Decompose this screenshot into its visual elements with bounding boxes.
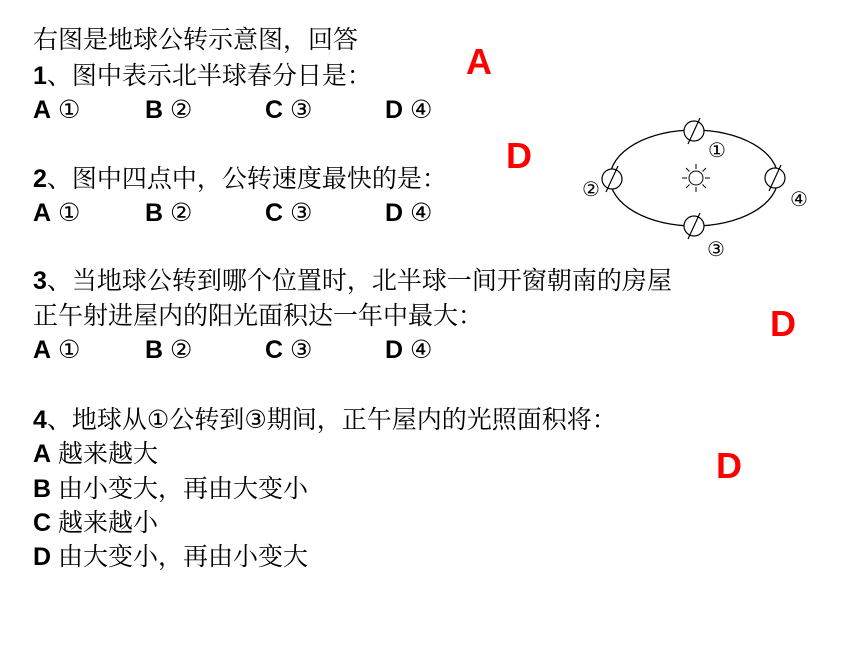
option-b[interactable]: B ② (145, 96, 193, 124)
question-2-text: 、图中四点中，公转速度最快的是： (46, 165, 447, 193)
position-label-2: ② (582, 177, 600, 201)
question-1-number: 1 (33, 62, 47, 90)
position-label-1: ① (708, 138, 726, 162)
choice-b[interactable]: B 由小变大，再由大变小 (33, 475, 309, 503)
choice-d[interactable]: D 由大变小，再由小变大 (33, 543, 309, 571)
earth-icon (602, 166, 622, 192)
option-b[interactable]: B ② (145, 336, 193, 364)
question-3-line-1 (33, 266, 672, 296)
question-3-text: 、当地球公转到哪个位置时，北半球一间开窗朝南的房屋 (46, 267, 672, 295)
option-d[interactable]: D ④ (385, 199, 433, 227)
option-a[interactable]: A ① (33, 96, 81, 124)
option-d[interactable]: D ④ (385, 336, 433, 364)
choice-a[interactable]: A 越来越大 (33, 440, 159, 468)
option-a[interactable]: A ① (33, 199, 81, 227)
option-c[interactable]: C ③ (265, 336, 313, 364)
earth-icon (765, 165, 785, 191)
intro-text: 右图是地球公转示意图，回答 (33, 26, 359, 54)
choice-c[interactable]: C 越来越小 (33, 509, 159, 537)
answer-2: D (506, 135, 532, 176)
option-b[interactable]: B ② (145, 199, 193, 227)
question-1 (33, 61, 372, 91)
option-c[interactable]: C ③ (265, 96, 313, 124)
question-2 (33, 164, 447, 194)
sun-icon (682, 164, 710, 192)
question-4-text: 、地球从①公转到③期间，正午屋内的光照面积将： (46, 406, 617, 434)
question-2-number: 2 (33, 165, 47, 193)
question-4-number: 4 (33, 406, 47, 434)
answer-3: D (770, 303, 796, 344)
position-label-3: ③ (707, 237, 725, 261)
earth-icon (684, 118, 704, 144)
question-4 (33, 405, 617, 435)
answer-4: D (716, 445, 742, 486)
question-3-line-2: 正午射进屋内的阳光面积达一年中最大： (33, 302, 484, 330)
option-c[interactable]: C ③ (265, 199, 313, 227)
question-3-number: 3 (33, 267, 47, 295)
earth-icon (684, 213, 704, 239)
orbit-diagram (570, 115, 830, 265)
question-1-text: 、图中表示北半球春分日是： (46, 62, 372, 90)
option-a[interactable]: A ① (33, 336, 81, 364)
answer-1: A (466, 41, 492, 82)
position-label-4: ④ (790, 187, 808, 211)
option-d[interactable]: D ④ (385, 96, 433, 124)
